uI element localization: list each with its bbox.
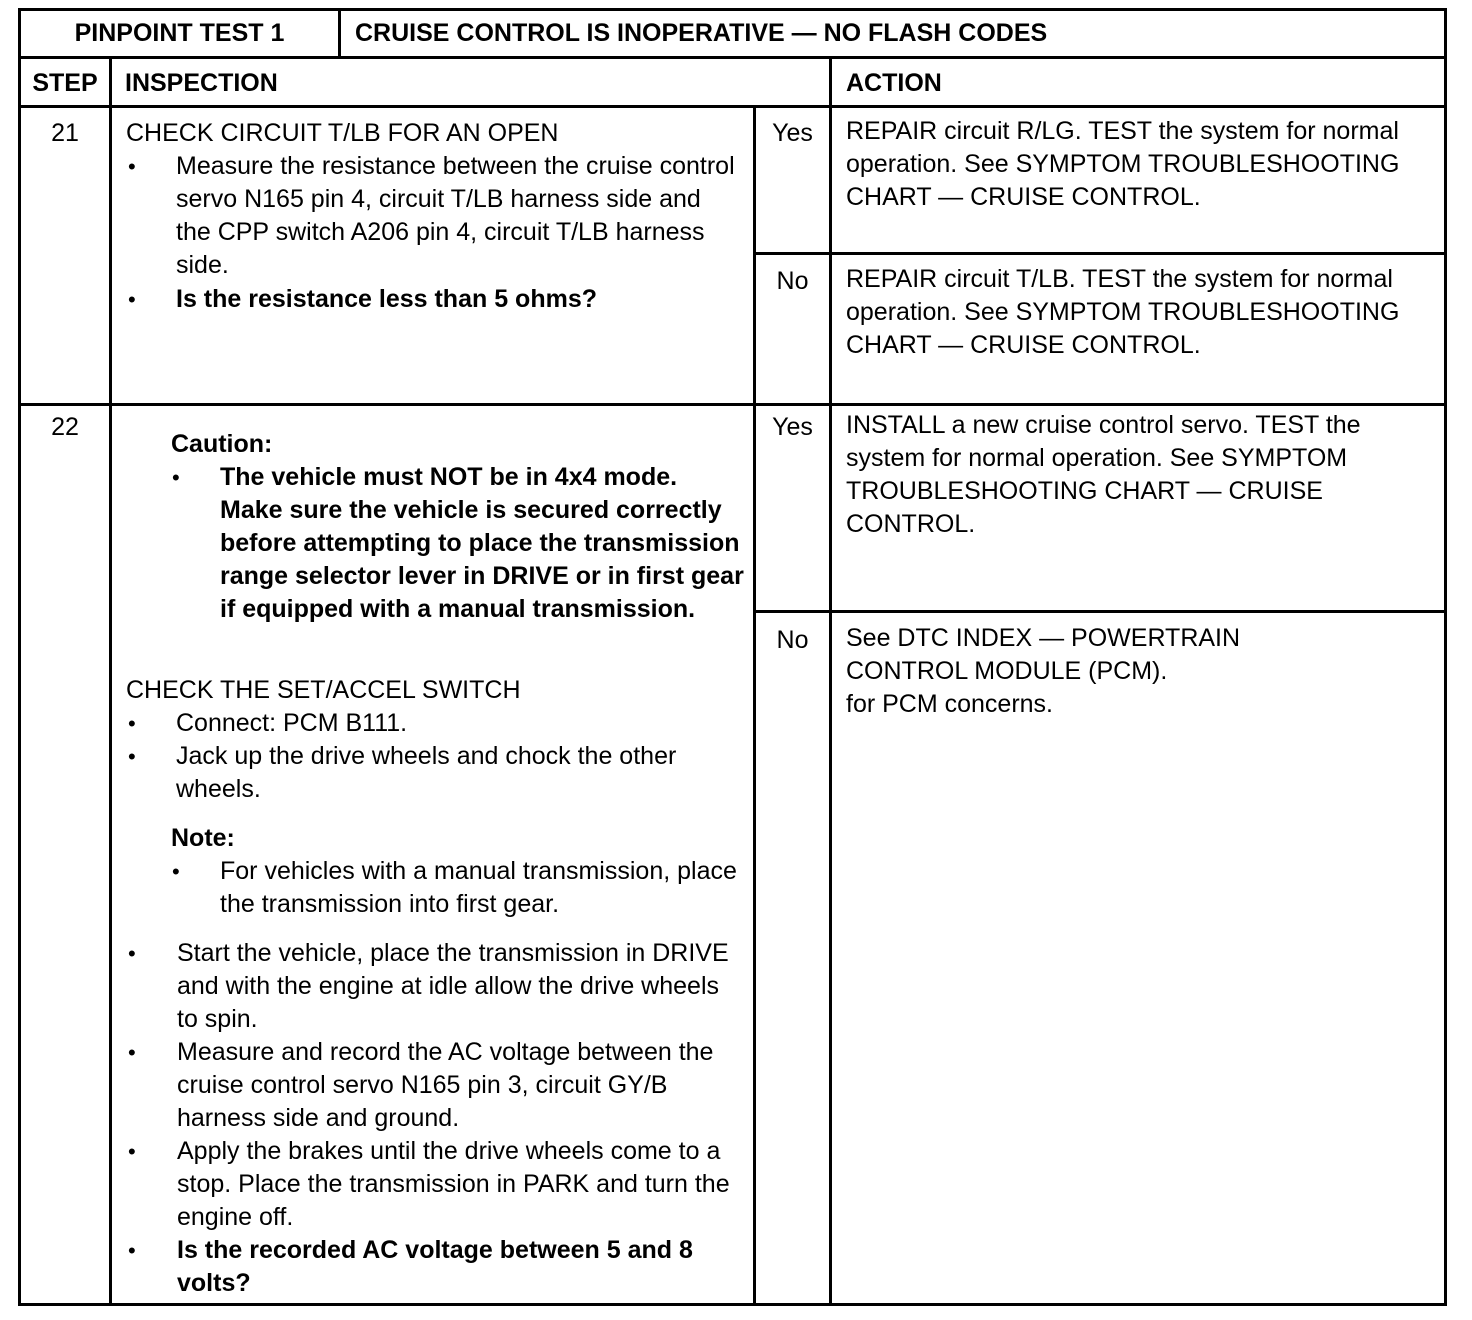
- step21-result-divider: [753, 252, 1447, 255]
- header-title-divider: [338, 8, 341, 58]
- column-header-divider: [18, 105, 1447, 108]
- column-action: ACTION: [846, 69, 942, 97]
- inspection-question: Is the resistance less than 5 ohms?: [176, 285, 597, 313]
- note-label: Note:: [171, 824, 235, 852]
- inspection-bullet: Jack up the drive wheels and chock the other wheels.: [176, 742, 677, 803]
- action-text: INSTALL a new cruise control servo. TEST the system for normal operation. See SYMPTOM TROUBLESHOOTING CHART — CRUISE CONTROL.: [846, 411, 1361, 538]
- answer-yes: Yes: [772, 119, 813, 147]
- action-text: REPAIR circuit T/LB. TEST the system for normal operation. See SYMPTOM TROUBLESHOOTING CHART — CRUISE CONTROL.: [846, 265, 1400, 359]
- inspection-bullet: Connect: PCM B111.: [176, 709, 408, 737]
- step-column-divider: [109, 56, 112, 1306]
- bullet-icon: •: [128, 941, 136, 966]
- step-heading: CHECK THE SET/ACCEL SWITCH: [126, 676, 521, 704]
- column-step: STEP: [32, 69, 98, 97]
- action-text: REPAIR circuit R/LG. TEST the system for normal operation. See SYMPTOM TROUBLESHOOTING CHART — CRUISE CONTROL.: [846, 117, 1400, 211]
- table-border-top: [18, 8, 1447, 11]
- caution-text: The vehicle must NOT be in 4x4 mode. Make sure the vehicle is secured correctly before attempting to place the transmission range selector lever in DRIVE or in first gear if equipped with a manual transmission.: [220, 463, 744, 623]
- table-border-right: [1444, 8, 1447, 1306]
- answer-no: No: [776, 626, 809, 654]
- bullet-icon: •: [128, 287, 136, 312]
- step-number: 21: [51, 119, 79, 147]
- action-column-divider: [829, 56, 832, 1306]
- header-divider: [18, 56, 1447, 59]
- inspection-bullet: Measure the resistance between the cruise control servo N165 pin 4, circuit T/LB harness side and the CPP switch A206 pin 4, circuit T/LB harness side.: [176, 152, 735, 279]
- step-heading: CHECK CIRCUIT T/LB FOR AN OPEN: [126, 119, 559, 147]
- step-divider: [18, 403, 1447, 406]
- action-text-line: See DTC INDEX — POWERTRAIN CONTROL MODULE (PCM).: [846, 624, 1241, 685]
- inspection-bullet: Measure and record the AC voltage between the cruise control servo N165 pin 3, circuit GY/B harness side and ground.: [177, 1038, 714, 1132]
- inspection-bullet: Start the vehicle, place the transmission in DRIVE and with the engine at idle allow the drive wheels to spin.: [177, 939, 729, 1033]
- bullet-icon: •: [172, 465, 180, 490]
- table-border-left: [18, 8, 21, 1306]
- inspection-bullet: Apply the brakes until the drive wheels come to a stop. Place the transmission in PARK and turn the engine off.: [177, 1137, 730, 1231]
- column-inspection: INSPECTION: [125, 69, 278, 97]
- note-text: For vehicles with a manual transmission, place the transmission into first gear.: [220, 857, 737, 918]
- bullet-icon: •: [128, 1238, 136, 1263]
- bullet-icon: •: [128, 154, 136, 179]
- answer-yes: Yes: [772, 413, 813, 441]
- test-title: CRUISE CONTROL IS INOPERATIVE — NO FLASH CODES: [355, 19, 1048, 47]
- step-number: 22: [51, 413, 79, 441]
- bullet-icon: •: [128, 1040, 136, 1065]
- bullet-icon: •: [128, 711, 136, 736]
- step22-result-divider: [753, 610, 1447, 613]
- action-text-line: for PCM concerns.: [846, 690, 1054, 718]
- caution-label: Caution:: [171, 430, 273, 458]
- test-label: PINPOINT TEST 1: [74, 19, 285, 47]
- bullet-icon: •: [128, 1139, 136, 1164]
- bullet-icon: •: [128, 744, 136, 769]
- bullet-icon: •: [172, 859, 180, 884]
- inspection-question: Is the recorded AC voltage between 5 and 8 volts?: [177, 1236, 693, 1297]
- table-border-bottom: [18, 1303, 1447, 1306]
- answer-no: No: [776, 267, 809, 295]
